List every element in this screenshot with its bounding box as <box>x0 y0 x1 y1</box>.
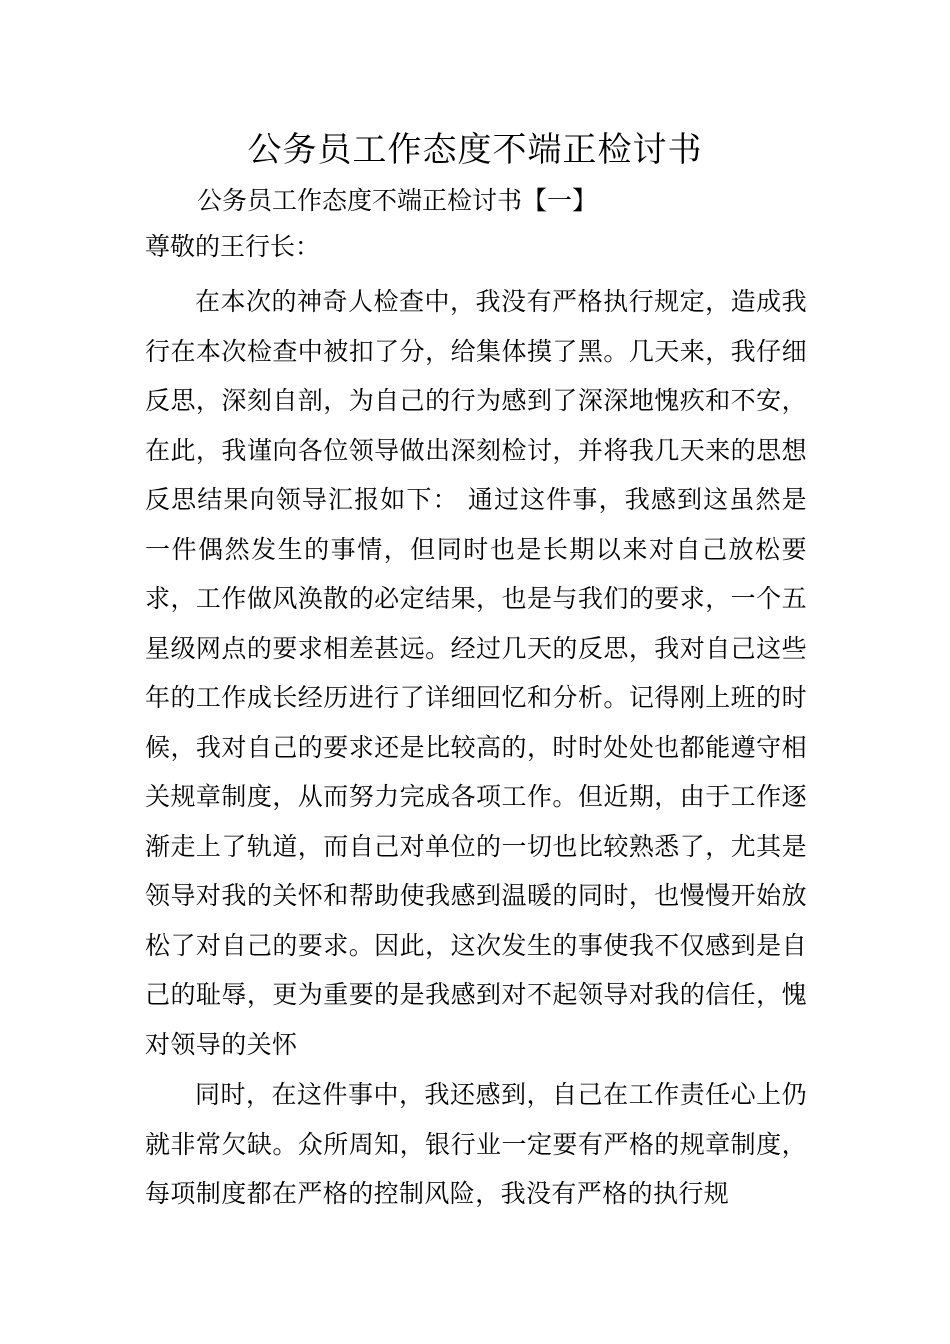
document-subtitle: 公务员工作态度不端正检讨书【一】 <box>197 186 598 215</box>
salutation: 尊敬的王行长： <box>145 232 321 261</box>
document-title: 公务员工作态度不端正检讨书 <box>247 130 703 170</box>
body-paragraph: 在本次的神奇人检查中，我没有严格执行规定，造成我行在本次检查中被扣了分，给集体摸了黑。几天来，我仔细反思，深刻自剖，为自己的行为感到了深深地愧疚和不安，在此，我谨向各位领导做出深刻检讨，并将我几天来的思想反思结果向领导汇报如下： 通过这件事，我感到这虽然是一件偶然发生的事情，但同时也是长期以来对自己放松要求，工作做风涣散的必定结果，也是与我们的要求，一个五星级网点的要求相差甚远。经过几天的反思，我对自己这些年的工作成长经历进行了详细回忆和分析。记得刚上班的时候，我对自己的要求还是比较高的，时时处处也都能遵守相关规章制度，从而努力完成各项工作。但近期，由于工作逐渐走上了轨道，而自己对单位的一切也比较熟悉了，尤其是领导对我的关怀和帮助使我感到温暖的同时，也慢慢开始放松了对自己的要求。因此，这次发生的事使我不仅感到是自己的耻辱，更为重要的是我感到对不起领导对我的信任，愧对领导的关怀 <box>145 287 807 1059</box>
body-paragraph: 同时，在这件事中，我还感到，自己在工作责任心上仍就非常欠缺。众所周知，银行业一定要有严格的规章制度，每项制度都在严格的控制风险，我没有严格的执行规 <box>145 1080 807 1208</box>
